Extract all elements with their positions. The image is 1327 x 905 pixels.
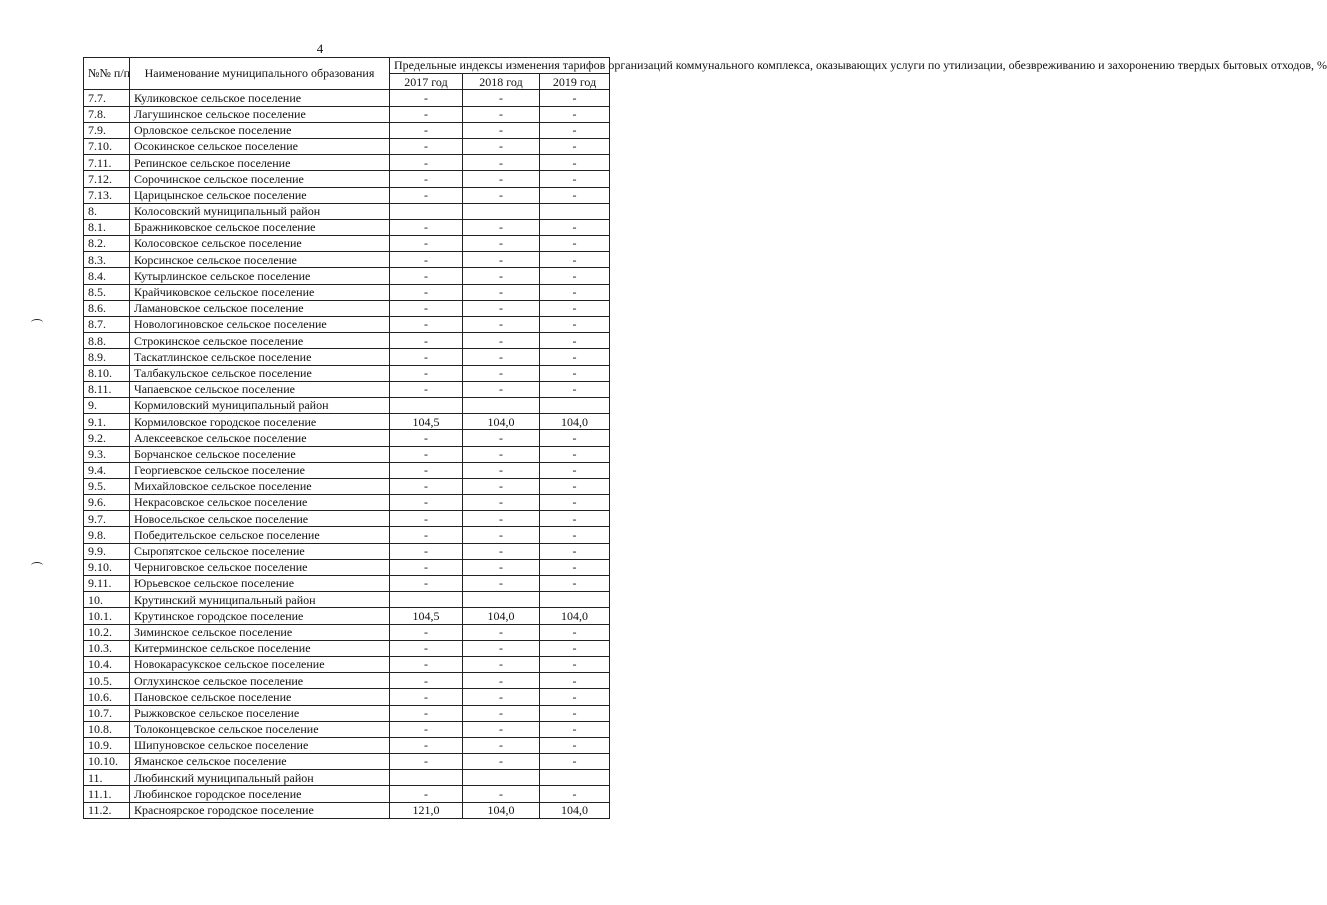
row-number: 7.11. xyxy=(84,155,130,171)
row-number: 8.4. xyxy=(84,268,130,284)
value-2018: - xyxy=(463,576,540,592)
value-2018: - xyxy=(463,219,540,235)
row-number: 10.4. xyxy=(84,656,130,672)
value-2018: - xyxy=(463,446,540,462)
value-2018: - xyxy=(463,171,540,187)
table-row xyxy=(84,236,610,252)
row-name: Черниговское сельское поселение xyxy=(130,559,390,575)
header-municipality-name: Наименование муниципального образования xyxy=(130,58,390,90)
value-2018: - xyxy=(463,333,540,349)
row-number: 7.13. xyxy=(84,187,130,203)
value-2019: - xyxy=(540,576,610,592)
value-2018: - xyxy=(463,543,540,559)
value-2017: - xyxy=(390,365,463,381)
row-number: 9.10. xyxy=(84,559,130,575)
value-2018: - xyxy=(463,527,540,543)
value-2018: - xyxy=(463,656,540,672)
table-row xyxy=(84,559,610,575)
row-name: Рыжковское сельское поселение xyxy=(130,705,390,721)
table-row xyxy=(84,414,610,430)
value-2019: - xyxy=(540,252,610,268)
value-2018 xyxy=(463,203,540,219)
row-name: Новокарасукское сельское поселение xyxy=(130,656,390,672)
value-2019: - xyxy=(540,138,610,154)
table-row xyxy=(84,527,610,543)
row-name: Репинское сельское поселение xyxy=(130,155,390,171)
table-row xyxy=(84,349,610,365)
value-2018: - xyxy=(463,138,540,154)
table-row xyxy=(84,689,610,705)
value-2017 xyxy=(390,397,463,413)
value-2018: - xyxy=(463,365,540,381)
row-number: 8.3. xyxy=(84,252,130,268)
row-name: Лагушинское сельское поселение xyxy=(130,106,390,122)
value-2018: 104,0 xyxy=(463,414,540,430)
value-2018: - xyxy=(463,349,540,365)
table-row xyxy=(84,90,610,106)
row-number: 7.10. xyxy=(84,138,130,154)
value-2017: - xyxy=(390,721,463,737)
row-name: Осокинское сельское поселение xyxy=(130,138,390,154)
value-2019: - xyxy=(540,478,610,494)
row-number: 11. xyxy=(84,770,130,786)
value-2019: - xyxy=(540,171,610,187)
row-name: Кутырлинское сельское поселение xyxy=(130,268,390,284)
row-number: 8.5. xyxy=(84,284,130,300)
value-2019: - xyxy=(540,640,610,656)
row-name: Зиминское сельское поселение xyxy=(130,624,390,640)
row-name: Михайловское сельское поселение xyxy=(130,478,390,494)
table-row xyxy=(84,543,610,559)
table-row xyxy=(84,268,610,284)
row-name: Корсинское сельское поселение xyxy=(130,252,390,268)
value-2019: - xyxy=(540,656,610,672)
row-name: Талбакульское сельское поселение xyxy=(130,365,390,381)
value-2019: - xyxy=(540,462,610,478)
row-number: 11.2. xyxy=(84,802,130,818)
row-number: 10.6. xyxy=(84,689,130,705)
row-name: Кормиловское городское поселение xyxy=(130,414,390,430)
value-2018: - xyxy=(463,754,540,770)
row-name: Алексеевское сельское поселение xyxy=(130,430,390,446)
value-2017: - xyxy=(390,689,463,705)
row-name: Оглухинское сельское поселение xyxy=(130,673,390,689)
row-number: 8.1. xyxy=(84,219,130,235)
value-2017: - xyxy=(390,511,463,527)
row-name: Красноярское городское поселение xyxy=(130,802,390,818)
row-number: 9.4. xyxy=(84,462,130,478)
row-number: 8.11. xyxy=(84,381,130,397)
table-row xyxy=(84,397,610,413)
value-2017: - xyxy=(390,656,463,672)
value-2018: - xyxy=(463,721,540,737)
tariff-index-table xyxy=(83,57,1327,819)
value-2017: - xyxy=(390,106,463,122)
row-name: Царицынское сельское поселение xyxy=(130,187,390,203)
row-number: 7.8. xyxy=(84,106,130,122)
table-row xyxy=(84,640,610,656)
value-2019: - xyxy=(540,527,610,543)
row-number: 11.1. xyxy=(84,786,130,802)
row-number: 8. xyxy=(84,203,130,219)
value-2019: - xyxy=(540,381,610,397)
value-2019: - xyxy=(540,511,610,527)
value-2018: - xyxy=(463,495,540,511)
row-name: Кормиловский муниципальный район xyxy=(130,397,390,413)
table-row xyxy=(84,754,610,770)
table-row xyxy=(84,608,610,624)
value-2019: - xyxy=(540,559,610,575)
table-row xyxy=(84,576,610,592)
value-2017: 121,0 xyxy=(390,802,463,818)
value-2018 xyxy=(463,592,540,608)
value-2018: - xyxy=(463,511,540,527)
value-2019: 104,0 xyxy=(540,802,610,818)
row-name: Китерминское сельское поселение xyxy=(130,640,390,656)
value-2017: - xyxy=(390,543,463,559)
value-2017 xyxy=(390,203,463,219)
value-2019 xyxy=(540,397,610,413)
table-row xyxy=(84,802,610,818)
value-2017: - xyxy=(390,333,463,349)
row-name: Толоконцевское сельское поселение xyxy=(130,721,390,737)
table-row xyxy=(84,624,610,640)
value-2019 xyxy=(540,203,610,219)
row-number: 7.12. xyxy=(84,171,130,187)
row-number: 10.5. xyxy=(84,673,130,689)
row-number: 7.7. xyxy=(84,90,130,106)
table-row xyxy=(84,171,610,187)
value-2018: - xyxy=(463,268,540,284)
table-row xyxy=(84,462,610,478)
row-name: Пановское сельское поселение xyxy=(130,689,390,705)
value-2017: - xyxy=(390,268,463,284)
value-2017: - xyxy=(390,284,463,300)
value-2019: - xyxy=(540,155,610,171)
value-2019: - xyxy=(540,705,610,721)
row-name: Победительское сельское поселение xyxy=(130,527,390,543)
value-2017: - xyxy=(390,737,463,753)
row-name: Ламановское сельское поселение xyxy=(130,300,390,316)
row-number: 7.9. xyxy=(84,122,130,138)
value-2018: - xyxy=(463,90,540,106)
value-2017: - xyxy=(390,219,463,235)
row-name: Крутинский муниципальный район xyxy=(130,592,390,608)
table-body xyxy=(84,90,610,818)
value-2019: - xyxy=(540,333,610,349)
value-2017: - xyxy=(390,138,463,154)
row-number: 8.8. xyxy=(84,333,130,349)
row-name: Таскатлинское сельское поселение xyxy=(130,349,390,365)
value-2018: - xyxy=(463,317,540,333)
table-row xyxy=(84,495,610,511)
row-number: 10. xyxy=(84,592,130,608)
value-2017: - xyxy=(390,317,463,333)
row-name: Сыропятское сельское поселение xyxy=(130,543,390,559)
row-number: 9.8. xyxy=(84,527,130,543)
row-name: Строкинское сельское поселение xyxy=(130,333,390,349)
value-2018: - xyxy=(463,300,540,316)
value-2018: - xyxy=(463,122,540,138)
row-name: Бражниковское сельское поселение xyxy=(130,219,390,235)
value-2018: - xyxy=(463,236,540,252)
row-number: 9.6. xyxy=(84,495,130,511)
value-2017: - xyxy=(390,430,463,446)
value-2019: - xyxy=(540,737,610,753)
value-2019 xyxy=(540,770,610,786)
value-2017: - xyxy=(390,381,463,397)
value-2018: - xyxy=(463,689,540,705)
binding-mark xyxy=(31,319,43,326)
value-2018 xyxy=(463,770,540,786)
row-number: 10.3. xyxy=(84,640,130,656)
value-2017: - xyxy=(390,478,463,494)
value-2019: - xyxy=(540,673,610,689)
value-2019: - xyxy=(540,721,610,737)
value-2019: - xyxy=(540,122,610,138)
value-2019: - xyxy=(540,349,610,365)
value-2019: - xyxy=(540,365,610,381)
value-2017: - xyxy=(390,155,463,171)
table-row xyxy=(84,284,610,300)
value-2017: - xyxy=(390,187,463,203)
table-row xyxy=(84,770,610,786)
table-row xyxy=(84,106,610,122)
row-number: 8.7. xyxy=(84,317,130,333)
row-name: Новосельское сельское поселение xyxy=(130,511,390,527)
value-2019: - xyxy=(540,786,610,802)
value-2019: 104,0 xyxy=(540,414,610,430)
table-row xyxy=(84,203,610,219)
value-2018: - xyxy=(463,640,540,656)
row-number: 10.8. xyxy=(84,721,130,737)
row-name: Колосовский муниципальный район xyxy=(130,203,390,219)
value-2019: - xyxy=(540,689,610,705)
value-2017: - xyxy=(390,122,463,138)
row-number: 9.1. xyxy=(84,414,130,430)
row-number: 10.10. xyxy=(84,754,130,770)
value-2017: - xyxy=(390,673,463,689)
table-row xyxy=(84,705,610,721)
value-2019: - xyxy=(540,187,610,203)
value-2017: - xyxy=(390,527,463,543)
value-2019: - xyxy=(540,106,610,122)
row-name: Орловское сельское поселение xyxy=(130,122,390,138)
value-2017: - xyxy=(390,349,463,365)
value-2017 xyxy=(390,770,463,786)
value-2018: - xyxy=(463,786,540,802)
value-2018: - xyxy=(463,624,540,640)
value-2017: - xyxy=(390,90,463,106)
value-2017: - xyxy=(390,559,463,575)
value-2017: - xyxy=(390,171,463,187)
row-number: 10.2. xyxy=(84,624,130,640)
value-2019: - xyxy=(540,543,610,559)
value-2018: - xyxy=(463,155,540,171)
table-row xyxy=(84,122,610,138)
table-row xyxy=(84,138,610,154)
row-name: Яманское сельское поселение xyxy=(130,754,390,770)
row-number: 9.2. xyxy=(84,430,130,446)
value-2019: - xyxy=(540,754,610,770)
table-row xyxy=(84,252,610,268)
table-row xyxy=(84,317,610,333)
table-row xyxy=(84,381,610,397)
row-number: 8.6. xyxy=(84,300,130,316)
table-row xyxy=(84,511,610,527)
table-row xyxy=(84,365,610,381)
row-number: 9.5. xyxy=(84,478,130,494)
value-2018: 104,0 xyxy=(463,608,540,624)
value-2019: - xyxy=(540,268,610,284)
row-number: 9.9. xyxy=(84,543,130,559)
value-2019: - xyxy=(540,495,610,511)
header-index-group: Предельные индексы изменения тарифов организаций коммунального комплекса, оказывающих услуги по утилизации, обезвреживанию и захоронению твердых бытовых отходов, % xyxy=(390,58,610,74)
value-2017: - xyxy=(390,462,463,478)
row-name: Сорочинское сельское поселение xyxy=(130,171,390,187)
header-number: №№ п/п xyxy=(84,58,130,90)
row-name: Крайчиковское сельское поселение xyxy=(130,284,390,300)
row-number: 9.7. xyxy=(84,511,130,527)
value-2018: 104,0 xyxy=(463,802,540,818)
row-number: 9.11. xyxy=(84,576,130,592)
value-2017: - xyxy=(390,624,463,640)
table-row xyxy=(84,592,610,608)
value-2018: - xyxy=(463,705,540,721)
value-2017: - xyxy=(390,495,463,511)
value-2019: 104,0 xyxy=(540,608,610,624)
value-2019: - xyxy=(540,624,610,640)
header-year-2019: 2019 год xyxy=(540,74,610,90)
table-row xyxy=(84,187,610,203)
row-name: Любинский муниципальный район xyxy=(130,770,390,786)
table-row xyxy=(84,430,610,446)
value-2018: - xyxy=(463,187,540,203)
row-name: Юрьевское сельское поселение xyxy=(130,576,390,592)
table-row xyxy=(84,155,610,171)
table-row xyxy=(84,333,610,349)
row-name: Крутинское городское поселение xyxy=(130,608,390,624)
row-number: 8.9. xyxy=(84,349,130,365)
value-2018: - xyxy=(463,478,540,494)
value-2019: - xyxy=(540,430,610,446)
value-2017: - xyxy=(390,300,463,316)
table-row xyxy=(84,219,610,235)
row-number: 10.1. xyxy=(84,608,130,624)
value-2018: - xyxy=(463,106,540,122)
value-2019: - xyxy=(540,90,610,106)
table-row xyxy=(84,673,610,689)
value-2017: 104,5 xyxy=(390,608,463,624)
table-row xyxy=(84,300,610,316)
row-name: Новологиновское сельское поселение xyxy=(130,317,390,333)
value-2017: - xyxy=(390,236,463,252)
value-2019: - xyxy=(540,236,610,252)
table-row xyxy=(84,478,610,494)
value-2017: - xyxy=(390,754,463,770)
value-2017: - xyxy=(390,252,463,268)
table-row xyxy=(84,656,610,672)
row-name: Борчанское сельское поселение xyxy=(130,446,390,462)
row-name: Любинское городское поселение xyxy=(130,786,390,802)
value-2017: - xyxy=(390,705,463,721)
value-2018: - xyxy=(463,559,540,575)
row-number: 9. xyxy=(84,397,130,413)
value-2017: - xyxy=(390,576,463,592)
value-2018: - xyxy=(463,252,540,268)
value-2017: - xyxy=(390,446,463,462)
header-year-2018: 2018 год xyxy=(463,74,540,90)
row-number: 9.3. xyxy=(84,446,130,462)
value-2019: - xyxy=(540,300,610,316)
table-row xyxy=(84,737,610,753)
row-name: Колосовское сельское поселение xyxy=(130,236,390,252)
value-2018 xyxy=(463,397,540,413)
binding-mark xyxy=(31,562,43,569)
value-2017 xyxy=(390,592,463,608)
value-2017: - xyxy=(390,786,463,802)
table-row xyxy=(84,786,610,802)
row-name: Шипуновское сельское поселение xyxy=(130,737,390,753)
row-number: 8.2. xyxy=(84,236,130,252)
header-year-2017: 2017 год xyxy=(390,74,463,90)
row-number: 8.10. xyxy=(84,365,130,381)
table-row xyxy=(84,721,610,737)
value-2019: - xyxy=(540,317,610,333)
row-name: Чапаевское сельское поселение xyxy=(130,381,390,397)
row-number: 10.7. xyxy=(84,705,130,721)
value-2017: 104,5 xyxy=(390,414,463,430)
row-name: Куликовское сельское поселение xyxy=(130,90,390,106)
value-2019: - xyxy=(540,446,610,462)
row-number: 10.9. xyxy=(84,737,130,753)
page-number: 4 xyxy=(316,41,324,56)
value-2018: - xyxy=(463,381,540,397)
value-2018: - xyxy=(463,284,540,300)
value-2017: - xyxy=(390,640,463,656)
value-2018: - xyxy=(463,673,540,689)
value-2019 xyxy=(540,592,610,608)
value-2018: - xyxy=(463,462,540,478)
value-2019: - xyxy=(540,284,610,300)
row-name: Георгиевское сельское поселение xyxy=(130,462,390,478)
row-name: Некрасовское сельское поселение xyxy=(130,495,390,511)
value-2018: - xyxy=(463,737,540,753)
value-2019: - xyxy=(540,219,610,235)
value-2018: - xyxy=(463,430,540,446)
table-row xyxy=(84,446,610,462)
